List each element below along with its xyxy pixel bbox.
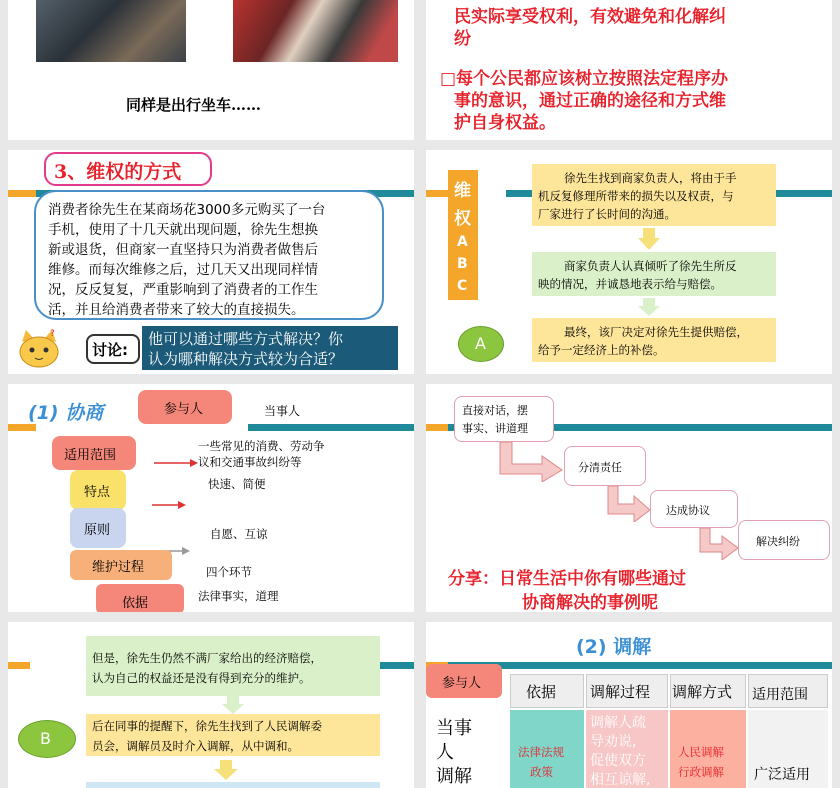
discuss-label: 讨论: xyxy=(92,341,128,359)
story-line: 况，反反复复，严重影响到了消费者的工作生 xyxy=(48,282,318,298)
right-arrow-icon xyxy=(152,494,186,502)
slide-top-left xyxy=(8,0,414,140)
case-step-1-line: 徐先生找到商家负责人，将由于手 xyxy=(564,171,737,185)
crowd-photo xyxy=(233,0,398,62)
case-step-1-line: 厂家进行了长时间的沟通。 xyxy=(538,207,676,221)
down-arrow-icon xyxy=(638,228,660,250)
step-3-label: 达成协议 xyxy=(666,504,710,517)
slide-top-right xyxy=(426,0,832,140)
case-b-step-1-line: 认为自己的权益还是没有得到充分的维护。 xyxy=(92,671,311,685)
slide-negotiation xyxy=(8,384,414,612)
scope-value-line1: 一些常见的消费、劳动争 xyxy=(198,439,325,453)
case-step-2-line: 映的情况，并诚恳地表示给与赔偿。 xyxy=(538,277,722,291)
svg-text:?: ? xyxy=(50,329,55,339)
process-value: 四个环节 xyxy=(206,565,252,579)
step-2-label: 分清责任 xyxy=(578,461,622,474)
down-arrow-icon xyxy=(214,760,238,780)
case-step-1-line: 机反复修理所带来的损失以及权责，与 xyxy=(538,189,734,203)
slide2-line1: 民实际享受权利，有效避免和化解纠 xyxy=(454,7,726,27)
accent-bar-orange xyxy=(426,190,448,197)
case-step-2-line: 商家负责人认真倾听了徐先生所反 xyxy=(564,259,737,273)
down-arrow-icon xyxy=(222,696,244,714)
col0-line: 当事 xyxy=(436,718,472,739)
accent-bar-orange xyxy=(8,190,36,197)
basis-line: 政策 xyxy=(530,765,553,779)
case-b-step-2-line: 员会，调解员及时介入调解，从中调和。 xyxy=(92,739,299,753)
method-line: 人民调解 xyxy=(678,745,724,759)
header-process: 调解过程 xyxy=(590,683,651,701)
basis-label: 依据 xyxy=(122,596,149,611)
badge-a-label: A xyxy=(475,334,486,353)
case-step-3-line: 给予一定经济上的补偿。 xyxy=(538,343,665,357)
slide-case-a xyxy=(426,150,832,374)
step-1-line2: 事实、讲道理 xyxy=(462,422,528,435)
slide3-title: 3、维权的方式 xyxy=(54,161,182,183)
scope-value-line2: 议和交通事故纠纷等 xyxy=(198,455,302,469)
process-line: 促使双方 xyxy=(590,753,646,769)
slide8-title: (2) 调解 xyxy=(576,636,652,658)
participants-value: 当事人 xyxy=(264,404,301,418)
question-line1: 他可以通过哪些方式解决？你 xyxy=(148,330,344,348)
share-line1: 分享：日常生活中你有哪些通过 xyxy=(448,569,686,589)
side-label-char: A xyxy=(457,234,468,250)
accent-bar-teal xyxy=(448,662,832,669)
case-b-step-1 xyxy=(86,636,380,696)
slide-case-b xyxy=(8,622,414,788)
slide-mediation xyxy=(426,622,832,788)
side-label-char: B xyxy=(457,256,468,272)
header-basis: 依据 xyxy=(526,683,557,701)
scope-label: 适用范围 xyxy=(64,448,117,463)
story-line: 新或退货，但商家一直坚持只为消费者做售后 xyxy=(48,242,318,258)
feature-value: 快速、简便 xyxy=(208,477,266,491)
process-line: 相互谅解, xyxy=(590,772,651,788)
slide1-caption: 同样是出行坐车…… xyxy=(126,96,262,114)
accent-bar-orange xyxy=(8,424,36,431)
badge-b-label: B xyxy=(40,729,51,748)
slide2-bullet-2: 事的意识，通过正确的途径和方式维 xyxy=(454,91,726,111)
elbow-arrow-icon xyxy=(698,528,738,560)
slide2-line2: 纷 xyxy=(454,29,471,49)
process-line: 导劝说, xyxy=(590,734,637,750)
header-method: 调解方式 xyxy=(672,683,733,701)
accent-bar-orange xyxy=(8,662,30,669)
principle-label: 原则 xyxy=(84,523,111,538)
right-arrow-icon xyxy=(154,452,198,460)
story-line: 消费者徐先生在某商场花3000多元购买了一台 xyxy=(48,202,326,218)
elbow-arrow-icon xyxy=(606,486,650,522)
case-b-step-3 xyxy=(86,782,380,788)
basis-line: 法律法规 xyxy=(518,745,564,759)
slide-negotiation-steps xyxy=(426,384,832,612)
slide2-bullet-1: □每个公民都应该树立按照法定程序办 xyxy=(440,69,729,89)
participants-label: 参与人 xyxy=(164,402,204,417)
story-line: 活，并且给消费者带来了较大的直接损失。 xyxy=(48,302,305,318)
basis-value: 法律事实，道理 xyxy=(198,589,279,603)
share-line2: 协商解决的事例呢 xyxy=(522,593,658,612)
slide2-bullet-3: 护自身权益。 xyxy=(454,113,556,133)
down-arrow-icon xyxy=(638,298,660,316)
accent-bar-orange xyxy=(426,424,448,431)
process-line: 调解人疏 xyxy=(590,715,646,731)
slide5-title: (1) 协商 xyxy=(28,402,104,424)
case-step-3-line: 最终，该厂决定对徐先生提供赔偿， xyxy=(564,325,748,339)
case-b-step-1-line: 但是，徐先生仍然不满厂家给出的经济赔偿， xyxy=(92,651,322,665)
right-arrow-icon xyxy=(160,540,190,548)
question-line2: 认为哪种解决方式较为合适？ xyxy=(148,350,344,368)
step-1-line1: 直接对话，摆 xyxy=(462,404,528,417)
principle-value: 自愿、互谅 xyxy=(210,527,268,541)
story-line: 手机，使用了十几天就出现问题，徐先生想换 xyxy=(48,222,318,238)
header-scope: 适用范围 xyxy=(752,687,808,703)
col0-line: 调解 xyxy=(436,766,472,787)
method-line: 行政调解 xyxy=(678,765,724,779)
step-4-label: 解决纠纷 xyxy=(756,535,800,548)
feature-label: 特点 xyxy=(84,485,111,500)
side-label-char: 维 xyxy=(454,181,471,201)
accent-bar-teal xyxy=(248,424,414,431)
story-line: 维修。而每次维修之后，过几天又出现同样情 xyxy=(48,262,318,278)
cat-icon xyxy=(14,328,64,370)
side-label-char: C xyxy=(457,278,468,294)
case-b-step-2-line: 后在同事的提醒下，徐先生找到了人民调解委 xyxy=(92,719,322,733)
queue-photo xyxy=(36,0,186,62)
col0-line: 人 xyxy=(436,742,454,763)
elbow-arrow-icon xyxy=(498,442,564,482)
slide-rights-method xyxy=(8,150,414,374)
scope-value: 广泛适用 xyxy=(754,767,810,783)
process-label: 维护过程 xyxy=(92,560,145,575)
side-label-char: 权 xyxy=(454,209,471,229)
participants-label: 参与人 xyxy=(442,676,482,691)
